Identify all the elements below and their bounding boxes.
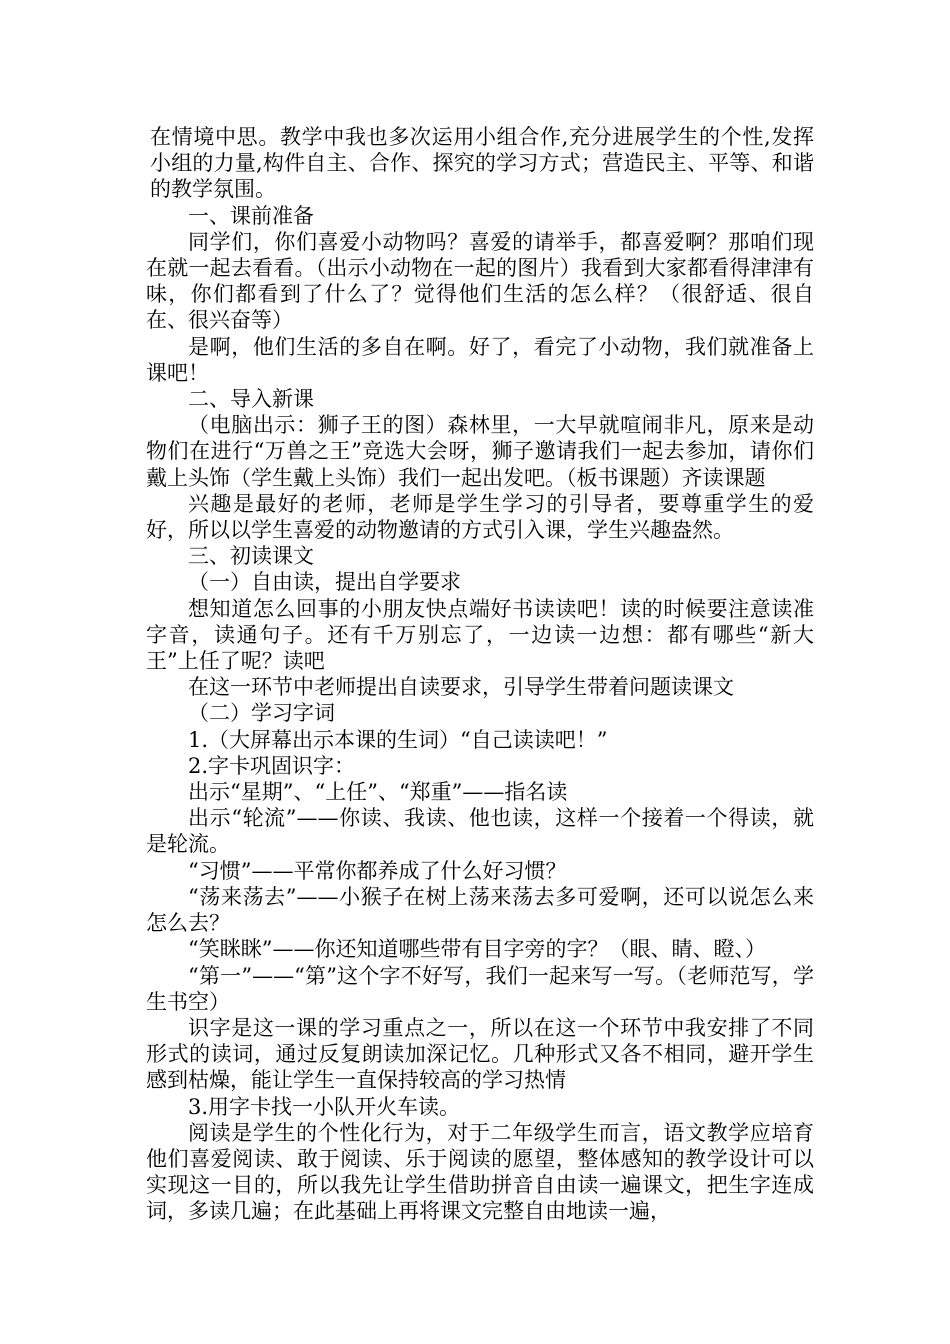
list-item: 2.字卡巩固识字： [188,753,356,778]
paragraph: 阅读是学生的个性化行为，对于二年级学生而言，语文教学应培育他们喜爱阅读、敢于阅读、乐于阅读的愿望，整体感知的教学设计可以实现这一目的，所以我先让学生借助拼音自由读一遍课文，把生字连成词，多读几遍；在此基础上再将课文完整自由地读一遍， [146,1120,814,1224]
list-item: 3.用字卡找一小队开火车读。 [188,1094,461,1119]
paragraph: “习惯”——平常你都养成了什么好习惯？ [188,858,567,883]
paragraph: “笑眯眯”——你还知道哪些带有目字旁的字？（眼、睛、瞪、） [188,937,766,962]
paragraph: 想知道怎么回事的小朋友快点端好书读读吧！读的时候要注意读准字音，读通句子。还有千万别忘了，一边读一边想：都有哪些“新大王”上任了呢？读吧 [146,596,814,674]
section-heading-first-reading: 三、初读课文 [188,544,314,569]
section-heading-new-lesson: 二、导入新课 [188,387,314,412]
paragraph-intro-continuation: 在情境中思。教学中我也多次运用小组合作,充分进展学生的个性,发挥小组的力量,构件自主、合作、探究的学习方式；营造民主、平等、和谐的教学氛围。 [150,125,814,202]
paragraph: 兴趣是最好的老师，老师是学生学习的引导者，要尊重学生的爱好，所以以学生喜爱的动物邀请的方式引入课，学生兴趣盎然。 [146,491,814,543]
paragraph: 同学们，你们喜爱小动物吗？喜爱的请举手，都喜爱啊？那咱们现在就一起去看看。（出示小动物在一起的图片）我看到大家都看得津津有味，你们都看到了什么了？觉得他们生活的怎么样？（很舒适、很自在、很兴奋等） [146,229,814,333]
paragraph: “荡来荡去”——小猴子在树上荡来荡去多可爱啊，还可以说怎么来怎么去？ [146,884,814,936]
paragraph: （电脑出示：狮子王的图）森林里，一大早就喧闹非凡，原来是动物们在进行“万兽之王”竞选大会呀，狮子邀请我们一起去参加，请你们戴上头饰（学生戴上头饰）我们一起出发吧。（板书课题）齐读课题 [146,413,814,490]
paragraph: 出示“星期”、“上任”、“郑重”——指名读 [188,780,568,805]
document-body [146,124,814,1225]
paragraph: “第一”——“第”这个字不好写，我们一起来写一写。（老师范写，学生书空） [146,963,814,1014]
paragraph: 在这一环节中老师提出自读要求，引导学生带着问题读课文 [188,675,734,700]
section-heading-preparation: 一、课前准备 [188,203,314,228]
subsection-heading-vocabulary: （二）学习字词 [188,701,335,726]
paragraph: 出示“轮流”——你读、我读、他也读，这样一个接着一个得读，就是轮流。 [146,806,814,857]
paragraph: 识字是这一课的学习重点之一，所以在这一个环节中我安排了不同形式的读词，通过反复朗读加深记忆。几种形式又各不相同，避开学生感到枯燥，能让学生一直保持较高的学习热情 [146,1015,814,1093]
list-item: 1.（大屏幕出示本课的生词）“自己读读吧！” [188,727,608,752]
paragraph: 是啊，他们生活的多自在啊。好了，看完了小动物，我们就准备上课吧！ [146,334,814,385]
subsection-heading-free-reading: （一）自由读，提出自学要求 [188,570,461,595]
